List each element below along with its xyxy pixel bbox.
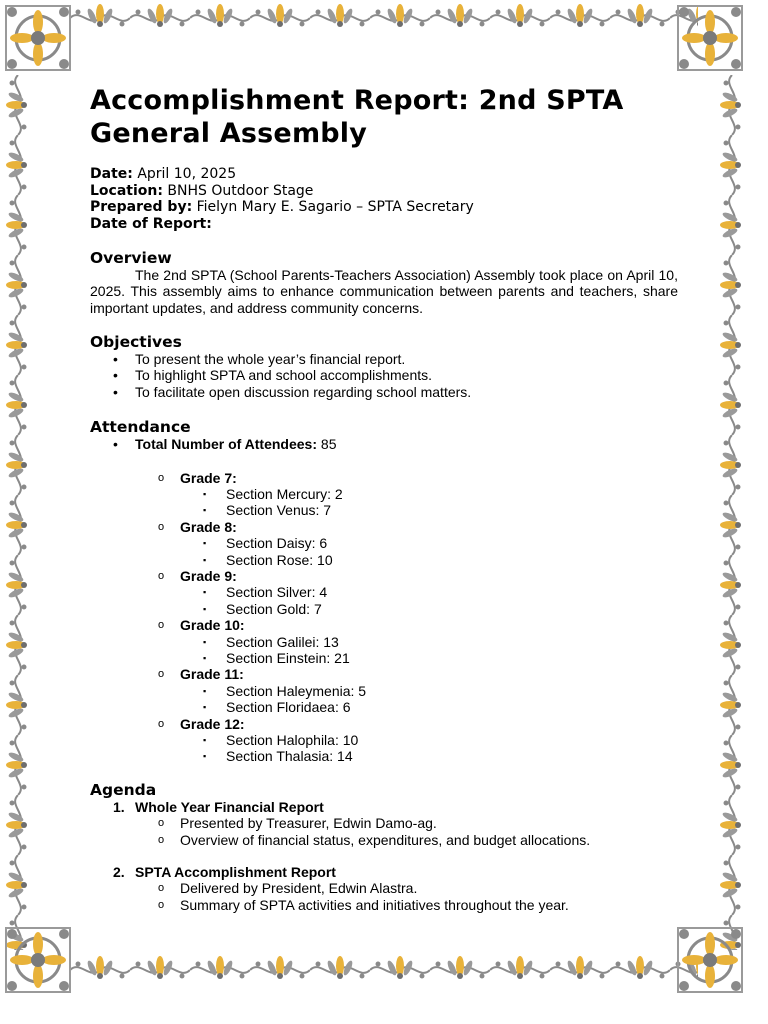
corner-ornament-top-right — [672, 0, 748, 76]
agenda-point: o Delivered by President, Edwin Alastra. — [158, 880, 418, 897]
border-left-ornament — [0, 75, 36, 950]
objective-item: • To highlight SPTA and school accomplishments. — [113, 367, 433, 384]
agenda-item: 1. Whole Year Financial Report — [113, 798, 324, 815]
objectives-list — [90, 351, 678, 400]
agenda-list — [90, 799, 678, 913]
agenda-point: o Overview of financial status, expenditures, and budget allocations. — [158, 831, 591, 848]
agenda-point: o Summary of SPTA activities and initiatives throughout the year. — [158, 896, 569, 913]
border-right-ornament — [714, 75, 750, 950]
corner-ornament-top-left — [0, 0, 76, 76]
section-item: ▪ Section Halophila: 10 — [203, 732, 359, 749]
meta-prepared-by: Prepared by: Fielyn Mary E. Sagario – SPTA Secretary — [90, 199, 474, 215]
section-item: ▪ Section Haleymenia: 5 — [203, 682, 367, 699]
objective-item: • To present the whole year’s financial report. — [113, 350, 406, 367]
overview-paragraph: The 2nd SPTA (School Parents-Teachers Association) Assembly took place on April 10, 2025. This assembly aims to enhance communication between parents and teachers, share important updates, and address community concerns. — [90, 267, 678, 316]
total-attendees: • Total Number of Attendees: 85 — [113, 436, 337, 453]
agenda-item: 2. SPTA Accomplishment Report — [113, 864, 336, 881]
section-item: ▪ Section Einstein: 21 — [203, 649, 350, 666]
section-item: ▪ Section Thalasia: 14 — [203, 748, 353, 765]
section-item: ▪ Section Mercury: 2 — [203, 485, 343, 502]
section-item: ▪ Section Gold: 7 — [203, 600, 322, 617]
grade-item: o Grade 9: — [158, 567, 237, 584]
meta-location: Location: BNHS Outdoor Stage — [90, 182, 314, 199]
grade-item: o Grade 8: — [158, 518, 237, 535]
section-item: ▪ Section Daisy: 6 — [203, 535, 328, 552]
report-title: Accomplishment Report: 2nd SPTA General Assembly — [90, 85, 624, 149]
corner-ornament-bottom-left — [0, 922, 76, 998]
objectives-heading: Objectives — [90, 332, 182, 351]
meta-date-of-report: Date of Report: — [90, 215, 212, 232]
attendance-list — [90, 436, 678, 765]
grade-item: o Grade 7: — [158, 469, 237, 486]
grade-item: o Grade 12: — [158, 715, 245, 732]
border-top-ornament — [70, 0, 698, 36]
section-item: ▪ Section Venus: 7 — [203, 502, 332, 519]
report-document — [90, 84, 678, 913]
section-item: ▪ Section Galilei: 13 — [203, 633, 339, 650]
report-meta — [90, 166, 678, 232]
grade-item: o Grade 11: — [158, 666, 244, 683]
objective-item: • To facilitate open discussion regarding school matters. — [113, 383, 472, 400]
agenda-heading: Agenda — [90, 780, 157, 799]
attendance-heading: Attendance — [90, 418, 191, 437]
corner-ornament-bottom-right — [672, 922, 748, 998]
section-item: ▪ Section Rose: 10 — [203, 551, 333, 568]
meta-date: Date: April 10, 2025 — [90, 166, 237, 182]
section-item: ▪ Section Floridaea: 6 — [203, 699, 351, 716]
section-item: ▪ Section Silver: 4 — [203, 584, 328, 601]
grade-item: o Grade 10: — [158, 617, 245, 634]
overview-heading: Overview — [90, 249, 172, 267]
border-bottom-ornament — [70, 952, 698, 988]
agenda-point: o Presented by Treasurer, Edwin Damo-ag. — [158, 815, 437, 832]
